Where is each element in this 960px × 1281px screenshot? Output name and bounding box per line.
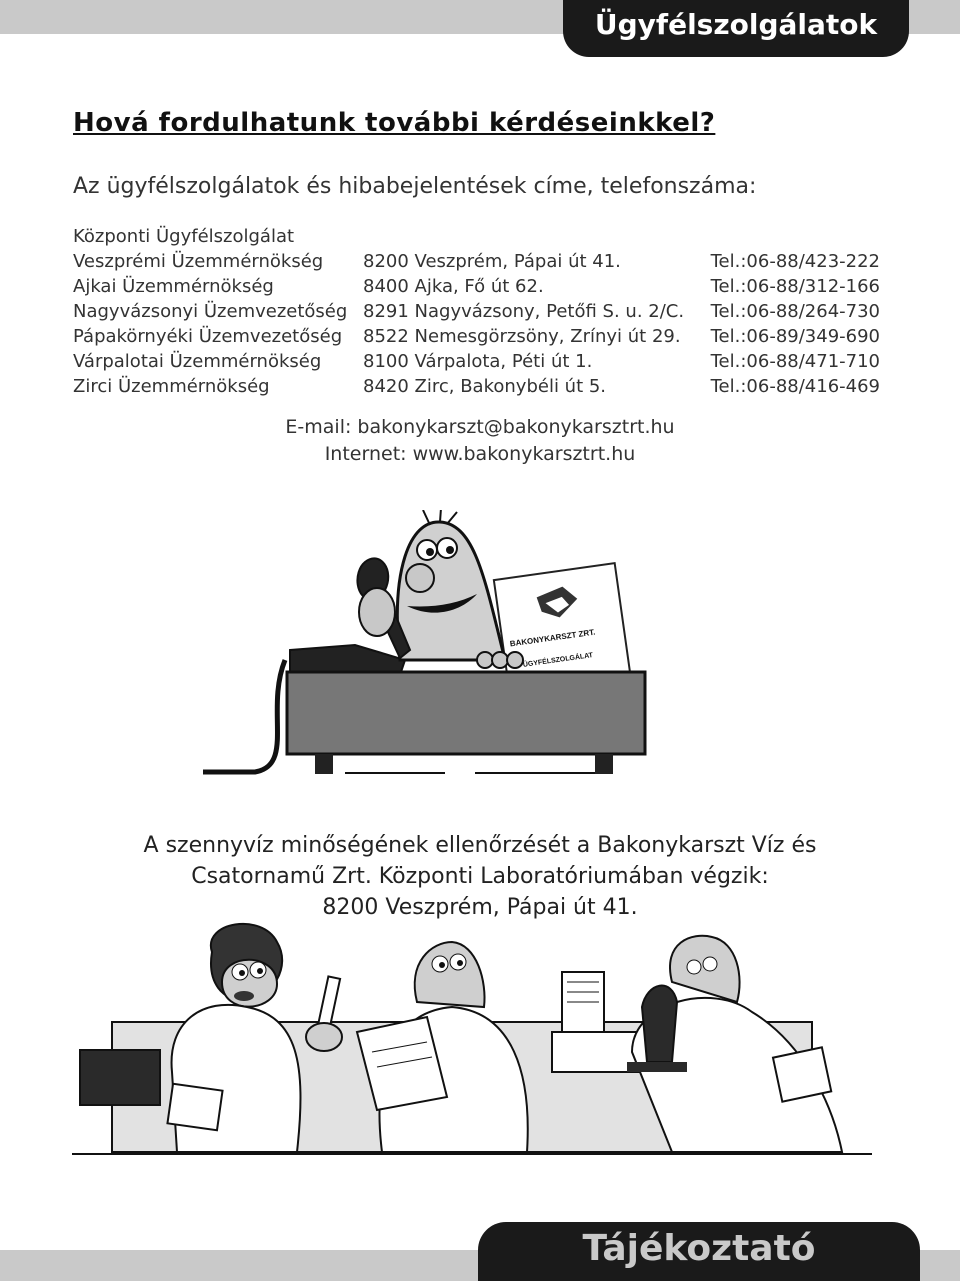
lab-text-line: Csatornamű Zrt. Központi Laboratóriumában végzik:: [191, 864, 769, 889]
internet-line: Internet: www.bakonykarsztrt.hu: [324, 443, 636, 465]
microscope-icon: [642, 986, 677, 1062]
table-row: [70, 274, 883, 299]
lab-device-icon: [80, 1050, 160, 1105]
office-name: Zirci Üzemmérnökség: [73, 376, 270, 397]
office-address: 8400 Ajka, Fő út 62.: [363, 276, 544, 297]
table-row: [70, 299, 883, 324]
table-row: [70, 349, 883, 374]
lab-info: [100, 830, 860, 923]
office-address: 8522 Nemesgörzsöny, Zrínyi út 29.: [363, 326, 681, 347]
office-phone: Tel.:06-88/471-710: [710, 351, 880, 372]
customer-service-illustration: [195, 510, 695, 790]
lab-text-line: 8200 Veszprém, Pápai út 41.: [322, 895, 638, 920]
lab-text-line: A szennyvíz minőségének ellenőrzését a Bakonykarszt Víz és: [143, 833, 817, 858]
footer-title: Tájékoztató: [582, 1228, 816, 1269]
office-address: 8200 Veszprém, Pápai út 41.: [363, 251, 621, 272]
office-name: Ajkai Üzemmérnökség: [73, 276, 274, 297]
header-title: Ügyfélszolgálatok: [594, 8, 878, 41]
intro-text: Az ügyfélszolgálatok és hibabejelentések címe, telefonszáma:: [73, 174, 757, 199]
office-phone: Tel.:06-88/416-469: [710, 376, 880, 397]
table-row: [70, 249, 883, 274]
office-name: Veszprémi Üzemmérnökség: [73, 251, 324, 272]
office-phone: Tel.:06-88/423-222: [710, 251, 880, 272]
email-line: E-mail: bakonykarszt@bakonykarsztrt.hu: [285, 416, 675, 438]
office-name: Nagyvázsonyi Üzemvezetőség: [73, 301, 348, 322]
office-name: Pápakörnyéki Üzemvezetőség: [73, 326, 343, 347]
page-heading: Hová fordulhatunk további kérdéseinkkel?: [73, 108, 716, 138]
offices-table: [70, 249, 883, 399]
table-row: [70, 374, 883, 399]
office-address: 8291 Nagyvázsony, Petőfi S. u. 2/C.: [363, 301, 685, 322]
office-phone: Tel.:06-88/264-730: [710, 301, 880, 322]
lab-assistant-clipboard: [357, 942, 528, 1152]
office-phone: Tel.:06-88/312-166: [710, 276, 880, 297]
office-address: 8100 Várpalota, Péti út 1.: [363, 351, 593, 372]
central-service-label: Központi Ügyfélszolgálat: [73, 226, 295, 247]
sign-company: BAKONYKARSZT ZRT.: [509, 627, 596, 649]
office-address: 8420 Zirc, Bakonybéli út 5.: [363, 376, 607, 397]
table-row: [70, 324, 883, 349]
sign-service: ÜGYFÉLSZOLGÁLAT: [522, 652, 594, 669]
office-phone: Tel.:06-89/349-690: [710, 326, 880, 347]
laboratory-illustration: [72, 922, 892, 1172]
desk: [287, 672, 645, 754]
office-name: Várpalotai Üzemmérnökség: [73, 351, 322, 372]
